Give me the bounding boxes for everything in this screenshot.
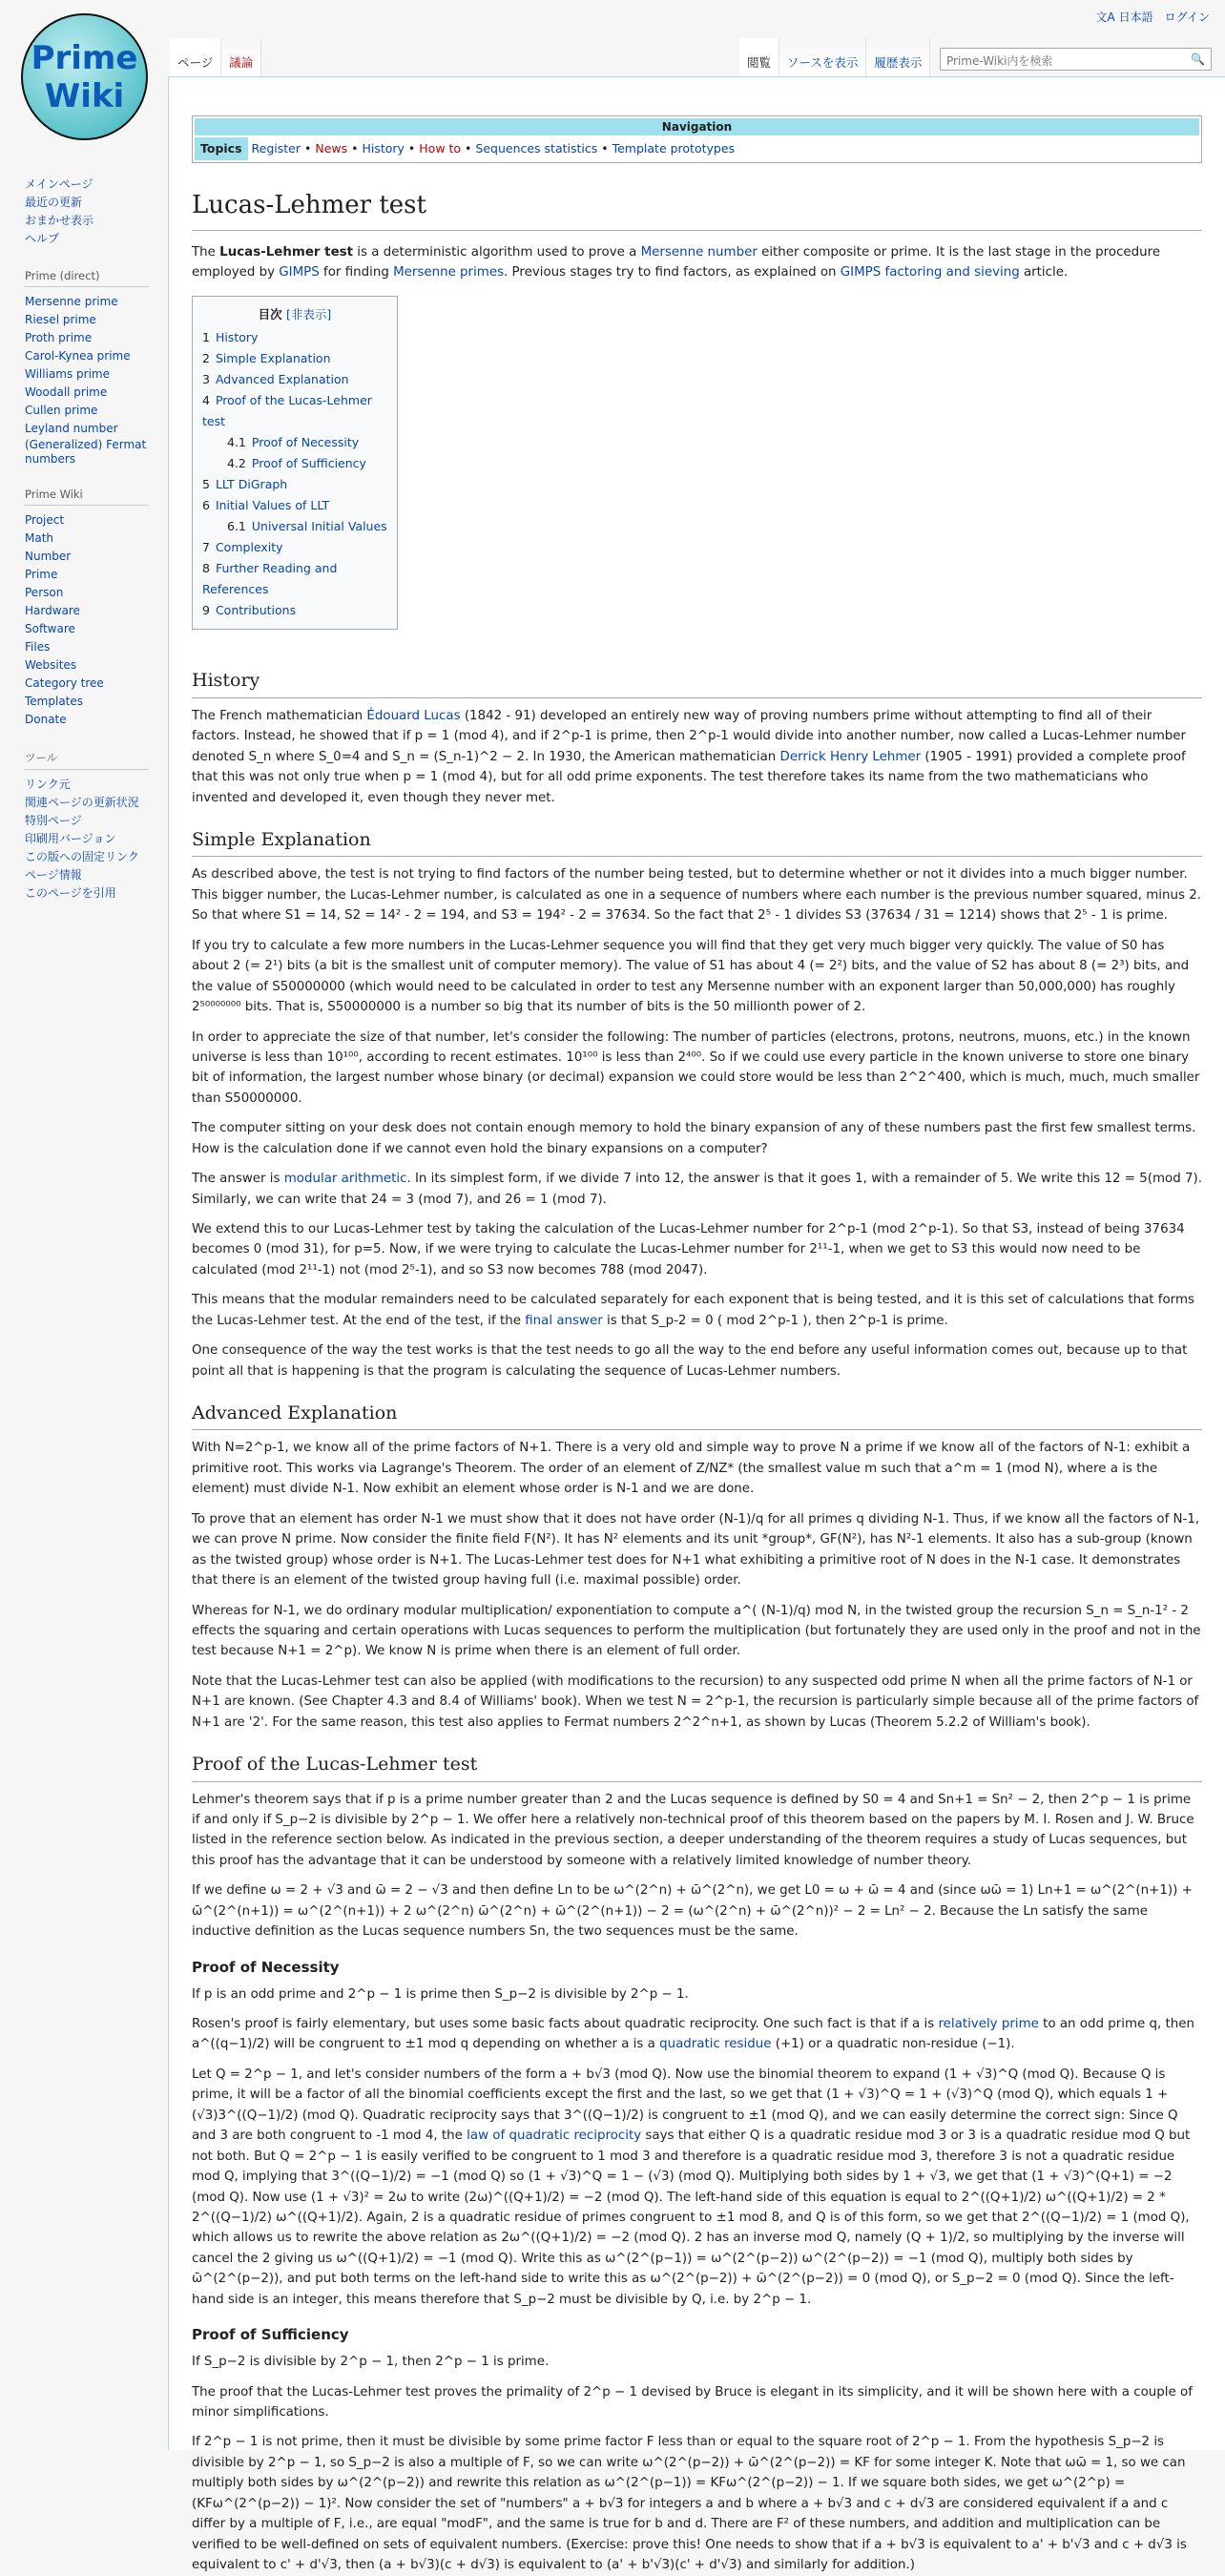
advanced-paragraph-2: To prove that an element has order N-1 we must show that it does not have order (N-1)/q for all primes q dividing N-1. Thus, if we know all the factors of N-1, we can prove N prime. Now consider the finite field F(N²). It has N² elements and its unit *group*, GF(N²), has N²-1 elements. It also has a sub-group (known as the twisted group) whose order is N+1. The Lucas-Lehmer test does for N+1 what exhibiting a primitive root of N does in the N-1 case. It demonstrates that there is an element of the twisted group having full (i.e. maximal possible) order. (192, 1511, 1200, 1589)
proof-paragraph-2: If we define ω = 2 + √3 and ω̄ = 2 − √3 and then define Ln to be ω^(2^n) + ω̄^(2^n), we get L0 = ω + ω̄ = 4 and (since ωω̄ = 1) Ln+1 = ω^(2^(n+1)) + ω̄^(2^(n+1)) = ω^(2^(n+1)) + 2 ω^(2^n) ω̄^(2^n) + ω̄^(2^(n+1)) − 2 = (ω^(2^n) + ω̄^(2^n))² − 2 = Ln² − 2. Because the Ln satisfy the same inductive definition as the Lucas sequence numbers Sn, the two sequences must be the same. (192, 1883, 1193, 1940)
simple-paragraph-5: The answer is modular arithmetic. In its simplest form, if we divide 7 into 12, the answer is that it goes 1, with a remainder of 5. We write this 12 = 5(mod 7). Similarly, we can write that 24 = 3 (mod 7), and 26 = 1 (mod 7). (192, 1172, 1202, 1207)
toc-item-label[interactable]: Initial Values of LLT (215, 498, 330, 513)
toc-item[interactable] (202, 432, 387, 453)
sidebar-item-proth[interactable]: Proth prime (25, 331, 93, 344)
link-quadratic-reciprocity[interactable]: law of quadratic reciprocity (467, 2129, 642, 2144)
simple-paragraph-2: If you try to calculate a few more numbers in the Lucas-Lehmer sequence you will find that they get very much bigger very quickly. The value of S0 has about 2 (= 2¹) bits (a bit is the smallest unit of computer memory). The value of S1 has about 4 (= 2²) bits, and the value of S2 has about 8 (= 2³) bits, and the value of S50000000 (which would need to be calculated in order to test any Mersenne number with an exponent larger than 50,000,000) has roughly 2⁵⁰⁰⁰⁰⁰⁰⁰ bits. That is, S50000000 is a number so big that its number of bits is the 50 millionth power of 2. (192, 938, 1190, 1015)
section-heading-simple: Simple Explanation (192, 825, 1202, 857)
navbox-link-news[interactable]: News (315, 141, 348, 156)
link-relatively-prime[interactable]: relatively prime (938, 2017, 1039, 2032)
toc-item-label[interactable]: Advanced Explanation (215, 372, 349, 387)
navbox (192, 115, 1202, 163)
main-content (168, 76, 1225, 2573)
advanced-paragraph-3: Whereas for N-1, we do ordinary modular multiplication/ exponentiation to compute a^( (N-1)/q) mod N, in the twisted group the recursion S_n = S_n-1² - 2 effects the squaring and certain operations with Lucas sequences to perform the multiplication (but fortunately they are used only in the proof and not in the test because N+1 = 2^p). We know N is prime when there is an element of full order. (192, 1603, 1201, 1659)
toc-item[interactable] (202, 516, 387, 537)
sidebar-item-hardware[interactable]: Hardware (25, 604, 80, 617)
sidebar-item-recent-changes[interactable]: 最近の更新 (25, 196, 83, 209)
navbox-link-template-prototypes[interactable]: Template prototypes (612, 141, 736, 156)
sidebar-item-williams[interactable]: Williams prime (25, 367, 111, 381)
toc-item[interactable] (202, 369, 387, 390)
toc-item[interactable] (202, 348, 387, 369)
sidebar-item-random[interactable]: おまかせ表示 (25, 214, 94, 227)
navbox-link-how-to[interactable]: How to (419, 141, 462, 156)
toc-item-label[interactable]: Proof of Necessity (251, 435, 360, 450)
link-gimps-factoring[interactable]: GIMPS factoring and sieving (840, 265, 1020, 280)
sidebar-item-project[interactable]: Project (25, 513, 65, 527)
toc-item-label[interactable]: Simple Explanation (215, 351, 331, 366)
toc-item-number: 3 (202, 372, 210, 387)
link-final-answer[interactable]: final answer (525, 1313, 603, 1328)
view-tabs (739, 38, 930, 76)
simple-paragraph-3: In order to appreciate the size of that number, let's consider the following: The number of particles (electrons, protons, neutrons, muons, etc.) in the known universe is less than 10¹⁰⁰, according to recent estimates. 10¹⁰⁰ is less than 2⁴⁰⁰. So if we could use every particle in the known universe to store one binary bit of information, the largest number whose binary (or decimal) expansion we could store would be less than 2^2^400, which is much, much, much smaller than S50000000. (192, 1029, 1200, 1106)
sidebar-item-fermat[interactable]: (Generalized) Fermat numbers (25, 438, 147, 466)
toc-item-label[interactable]: Complexity (215, 540, 283, 555)
toc-item-label[interactable]: Proof of Sufficiency (251, 456, 366, 471)
sidebar-heading: ツール (25, 750, 149, 770)
intro-bold: Lucas-Lehmer test (219, 244, 354, 260)
sidebar-main (25, 176, 149, 248)
search-input[interactable] (940, 48, 1212, 71)
sidebar-item-cite[interactable]: このページを引用 (25, 886, 116, 900)
subsection-heading-necessity: Proof of Necessity (192, 1958, 340, 1976)
subsection-heading-sufficiency: Proof of Sufficiency (192, 2326, 349, 2344)
tab-history[interactable]: 履歴表示 (866, 38, 930, 76)
sidebar-item-what-links-here[interactable]: リンク元 (25, 778, 71, 791)
toc-item-number: 4 (202, 393, 210, 408)
personal-tools (1096, 9, 1210, 25)
sufficiency-paragraph-3: If 2^p − 1 is not prime, then it must be divisible by some prime factor F less than or equal to the square root of 2^p − 1. From the hypothesis S_p−2 is divisible by 2^p − 1, so S_p−2 is also a multiple of F, so we can write ω^(2^(p−2)) + ω̄^(2^(p−2)) = KF for some integer K. Note that ωω̄ = 1, so we can multiply both sides by ω^(2^(p−2)) and rewrite this relation as ω^(2^(p−1)) = KFω^(2^(p−2)) − 1. If we square both sides, we get ω^(2^p) = (KFω^(2^(p−2)) − 1)². Now consider the set of "numbers" a + b√3 for integers a and b where a + b√3 and c + d√3 are considered equivalent if a and c differ by a multiple of F, i.e., are equal "modF", and the same is true for b and d. There are F² of these numbers, and addition and multiplication can be verified to be well-defined on sets of equivalent numbers. (Exercise: prove this! One needs to show that if a + b√3 is equivalent to a' + b'√3 and c + d√3 is equivalent to c' + d'√3, then (a + b√3)(c + d√3) is equivalent to (a' + b'√3)(c' + d'√3) and similarly for addition.) (192, 2435, 1187, 2573)
advanced-paragraph-1: With N=2^p-1, we know all of the prime factors of N+1. There is a very old and simple way to prove N a prime if we know all of the factors of N-1: exhibit a primitive root. This works via Lagrange's Theorem. The order of an element of Z/NZ* (the smallest value m such that a^m = 1 (mod N), where a is the element) must divide N-1. Now exhibit an element whose order is N-1 and we are done. (192, 1441, 1191, 1497)
tab-view-source[interactable]: ソースを表示 (779, 38, 866, 76)
toc-item[interactable] (202, 495, 387, 516)
toc-item-number: 2 (202, 351, 210, 366)
toc-item[interactable] (202, 600, 387, 621)
link-mersenne-number[interactable]: Mersenne number (640, 244, 758, 260)
toc-item[interactable] (202, 327, 387, 348)
sidebar-item-donate[interactable]: Donate (25, 713, 67, 726)
toc-item-number: 6 (202, 498, 210, 513)
sidebar-item-prime[interactable]: Prime (25, 568, 58, 581)
simple-paragraph-6: We extend this to our Lucas-Lehmer test by taking the calculation of the Lucas-Lehmer number for 2^p-1 (mod 2^p-1). So that S3, instead of being 37634 becomes 0 (mod 31), for p=5. Now, if we were trying to calculate the Lucas-Lehmer number for 2¹¹-1, when we get to S3 this would now need to be calculated (mod 2¹¹-1) not (mod 2⁵-1), and so S3 now becomes 788 (mod 2047). (192, 1222, 1185, 1278)
login-link[interactable]: ログイン (1164, 10, 1210, 24)
sidebar-item-riesel[interactable]: Riesel prime (25, 313, 96, 326)
sidebar-item-mersenne[interactable]: Mersenne prime (25, 295, 118, 308)
proof-paragraph-1: Lehmer's theorem says that if p is a prime number greater than 2 and the Lucas sequence is defined by S0 = 4 and Sn+1 = Sn² − 2, then 2^p − 1 is prime if and only if S_p−2 is divisible by 2^p − 1. We offer here a relatively non-technical proof of this theorem based on the papers by M. I. Rosen and J. W. Bruce listed in the reference section below. As indicated in the previous section, a deeper understanding of the theorem requires a study of Lucas sequences, but this proof has the advantage that it can be understood by someone with a relatively limited knowledge of number theory. (192, 1792, 1194, 1868)
toc-item[interactable] (202, 558, 387, 600)
sidebar-tools (25, 750, 149, 903)
toc-item-label[interactable]: Further Reading and References (202, 561, 338, 597)
intro-paragraph: The Lucas-Lehmer test is a deterministic algorithm used to prove a Mersenne number either composite or prime. It is the last stage in the procedure employed by GIMPS for finding Mersenne primes. Previous stages try to find factors, as explained on GIMPS factoring and sieving article. (192, 244, 1161, 280)
toc-title: 目次 [非表示] (258, 307, 332, 322)
toc-item-number: 6.1 (227, 519, 246, 534)
language-link[interactable]: 文A 日本語 (1095, 10, 1153, 24)
sidebar-item-permalink[interactable]: この版への固定リンク (25, 850, 139, 863)
toc-item-number: 4.1 (227, 435, 246, 450)
sidebar-item-main-page[interactable]: メインページ (25, 177, 93, 191)
simple-paragraph-4: The computer sitting on your desk does not contain enough memory to hold the binary expansion of any of these numbers past the first few smallest terms. How is the calculation done if we cannot even hold the binary expansions on a computer? (192, 1121, 1196, 1156)
logo-line2: Wiki (44, 76, 125, 115)
sufficiency-paragraph-2: The proof that the Lucas-Lehmer test proves the primality of 2^p − 1 devised by Bruce is elegant in its simplicity, and it will be shown here with a couple of minor simplifications. (192, 2384, 1193, 2420)
simple-paragraph-1: As described above, the test is not trying to find factors of the number being tested, but to determine whether or not it divides into a much bigger number. This bigger number, the Lucas-Lehmer number, is calculated as one in a sequence of numbers where each number is the previous number squared, minus 2. So that where S1 = 14, S2 = 14² - 2 = 194, and S3 = 194² - 2 = 37634. So the fact that 2⁵ - 1 divides S3 (37634 / 31 = 1214) shows that 2⁵ - 1 is prime. (192, 867, 1201, 924)
search-icon[interactable]: 🔍 (1191, 52, 1205, 66)
necessity-paragraph-2: Rosen's proof is fairly elementary, but uses some basic facts about quadratic reciprocity. One such fact is that if a is relatively prime to an odd prime q, then a^((q−1)/2) will be congruent to ±1 mod q depending on whether a is a quadratic residue (+1) or a quadratic non-residue (−1). (192, 2017, 1194, 2052)
sidebar-item-websites[interactable]: Websites (25, 658, 77, 672)
navbox-row: Topics Register • News • History • How to • Sequences statistics • Template prototypes (195, 137, 1199, 160)
navbox-link-register[interactable]: Register (251, 141, 301, 156)
sidebar-heading: Prime Wiki (25, 488, 149, 506)
sidebar-item-software[interactable]: Software (25, 622, 75, 635)
sidebar-item-help[interactable]: ヘルプ (25, 232, 60, 245)
link-quadratic-residue[interactable]: quadratic residue (659, 2037, 772, 2052)
toc-item-number: 9 (202, 603, 210, 618)
link-mersenne-primes[interactable]: Mersenne primes (393, 265, 505, 280)
tab-page[interactable]: ページ (170, 38, 221, 76)
page-title: Lucas-Lehmer test (192, 186, 1202, 231)
toc-item-label[interactable]: History (215, 330, 259, 345)
toc-item[interactable] (202, 474, 387, 495)
section-heading-proof: Proof of the Lucas-Lehmer test (192, 1750, 1202, 1781)
sidebar-item-printable[interactable]: 印刷用バージョン (25, 832, 116, 845)
necessity-paragraph-1: If p is an odd prime and 2^p − 1 is prime then S_p−2 is divisible by 2^p − 1. (192, 1986, 689, 2002)
sidebar-item-cullen[interactable]: Cullen prime (25, 404, 98, 417)
sidebar-heading: Prime (direct) (25, 269, 149, 287)
navbox-title: Navigation (195, 118, 1199, 135)
sidebar-prime-direct (25, 269, 149, 467)
sidebar-item-templates[interactable]: Templates (25, 695, 84, 708)
navbox-link-history[interactable]: History (362, 141, 405, 156)
simple-paragraph-7: This means that the modular remainders need to be calculated separately for each exponent that is being tested, and it is this set of calculations that forms the Lucas-Lehmer test. At the end of the test, if the final answer is that S_p-2 = 0 ( mod 2^p-1 ), then 2^p-1 is prime. (192, 1293, 1194, 1328)
sufficiency-paragraph-1: If S_p−2 is divisible by 2^p − 1, then 2^p − 1 is prime. (192, 2355, 550, 2370)
navbox-label: Topics (195, 137, 248, 160)
toc-item-number: 7 (202, 540, 210, 555)
sidebar-item-files[interactable]: Files (25, 640, 51, 654)
sidebar-item-special-pages[interactable]: 特別ページ (25, 814, 82, 827)
table-of-contents (192, 296, 398, 630)
sidebar-item-carol-kynea[interactable]: Carol-Kynea prime (25, 349, 131, 363)
toc-list (202, 327, 387, 621)
toc-item[interactable] (202, 537, 387, 558)
toc-item-number: 5 (202, 477, 210, 492)
sidebar (25, 176, 149, 924)
necessity-paragraph-3: Let Q = 2^p − 1, and let's consider numbers of the form a + b√3 (mod Q). Now use the binomial theorem to expand (1 + √3)^Q (mod Q). Because Q is prime, it will be a factor of all the binomial coefficients except the first and the last, so we get that (1 + √3)^Q = 1 + (√3)^Q (mod Q), which equals 1 + (√3)3^((Q−1)/2) (mod Q). Quadratic reciprocity says that 3^((Q−1)/2) is congruent to ±1 (mod Q), and we can easily determine the correct sign: Since Q and 3 are both congruent to -1 mod 4, the law of quadratic reciprocity says that either Q is a quadratic residue mod 3 or 3 is a quadratic residue mod Q but not both. But Q = 2^p − 1 is easily verified to be congruent to 1 mod 3 and therefore is a quadratic residue mod 3, therefore 3 is not a quadratic residue mod Q, implying that 3^((Q−1)/2) = −1 (mod Q) so (1 + √3)^Q = 1 − (√3) (mod Q). Multiplying both sides by 1 + √3, we get that (1 + √3)^(Q+1) = −2 (mod Q). Now use (1 + √3)² = 2ω to write (2ω)^((Q+1)/2) = −2 (mod Q). The left-hand side of this equation is equal to 2^((Q+1)/2) ω^((Q+1)/2) = 2 * 2^((Q−1)/2) ω^((Q+1)/2). Again, 2 is a quadratic residue of primes congruent to ±1 mod 8, and Q is of this form, so we get that 2^((Q−1)/2) = 1 (mod Q), which allows us to rewrite the above relation as 2ω^((Q+1)/2) = −2 (mod Q). 2 has an inverse mod Q, namely (Q + 1)/2, so multiplying by the inverse will cancel the 2 giving us ω^((Q+1)/2) = −1 (mod Q). Write this as ω^(2^(p−1)) = ω^(2^(p−2)) ω^(2^(p−2)) = −1 (mod Q), multiply both sides by ω̄^(2^(p−2)), and put both terms on the left-hand side to write this as ω^(2^(p−2)) + ω̄^(2^(p−2)) = 0 (mod Q), or S_p−2 = 0 (mod Q). Since the left-hand side is an integer, this means therefore that S_p−2 must be divisible by Q, i.e. by 2^p − 1. (192, 2067, 1191, 2307)
tab-talk[interactable]: 議論 (221, 38, 261, 76)
toc-item-number: 8 (202, 561, 210, 576)
section-heading-history: History (192, 666, 1202, 697)
advanced-paragraph-4: Note that the Lucas-Lehmer test can also be applied (with modifications to the recursion) to any suspected odd prime N when all the prime factors of N-1 or N+1 are known. (See Chapter 4.3 and 8.4 of Williams' book). When we test N = 2^p-1, the recursion is particularly simple because all of the prime factors of N+1 are '2'. For the same reason, this test also applies to Fermat numbers 2^2^n+1, as shown by Lucas (Theorem 5.2.2 of William's book). (192, 1673, 1199, 1730)
sidebar-prime-wiki (25, 488, 149, 729)
simple-paragraph-8: One consequence of the way the test works is that the test needs to go all the way to the end before any useful information comes out, because up to that point all that is happening is that the program is calculating the sequence of Lucas-Lehmer numbers. (192, 1343, 1188, 1379)
link-modular-arithmetic[interactable]: modular arithmetic (283, 1172, 407, 1187)
sidebar-item-category-tree[interactable]: Category tree (25, 676, 104, 690)
link-gimps[interactable]: GIMPS (279, 265, 320, 280)
toc-item-number: 1 (202, 330, 210, 345)
link-edouard-lucas[interactable]: Édouard Lucas (366, 708, 461, 723)
toc-toggle[interactable]: [非表示] (286, 307, 332, 322)
toc-item[interactable] (202, 453, 387, 474)
search-placeholder: Prime-Wiki内を検索 (946, 54, 1053, 68)
namespace-tabs (170, 38, 261, 76)
history-paragraph: The French mathematician Édouard Lucas (1842 - 91) developed an entirely new way of proving numbers prime without attempting to find all of their factors. Instead, he showed that if p = 1 (mod 4), and if 2^p-1 is prime, then 2^p-1 would divide into another number, now called a Lucas-Lehmer number denoted S_n where S_0=4 and S_n = (S_n-1)^2 − 2. In 1930, the American mathematician Derrick Henry Lehmer (1905 - 1991) provided a complete proof that this was not only true when p = 1 (mod 4), but for all odd prime exponents. The test therefore takes its name from the two mathematicians who invented and developed it, even though they never met. (192, 708, 1187, 805)
sidebar-item-leyland[interactable]: Leyland number (25, 422, 118, 435)
toc-item-label[interactable]: Proof of the Lucas-Lehmer test (202, 393, 372, 429)
section-heading-advanced: Advanced Explanation (192, 1399, 1202, 1430)
toc-item-label[interactable]: LLT DiGraph (215, 477, 288, 492)
sidebar-item-page-info[interactable]: ページ情報 (25, 868, 82, 882)
sidebar-item-math[interactable]: Math (25, 531, 54, 545)
sidebar-item-woodall[interactable]: Woodall prime (25, 385, 108, 399)
logo-line1: Prime (31, 38, 138, 77)
link-derrick-lehmer[interactable]: Derrick Henry Lehmer (779, 749, 922, 764)
navbox-link-sequences-statistics[interactable]: Sequences statistics (475, 141, 598, 156)
tab-read[interactable]: 閲覧 (739, 38, 779, 76)
sidebar-item-number[interactable]: Number (25, 550, 72, 563)
toc-item-label[interactable]: Universal Initial Values (251, 519, 387, 534)
site-logo[interactable] (21, 13, 148, 140)
toc-item[interactable] (202, 390, 387, 432)
sidebar-item-related-changes[interactable]: 関連ページの更新状況 (25, 796, 139, 809)
toc-item-number: 4.2 (227, 456, 246, 471)
toc-item-label[interactable]: Contributions (215, 603, 297, 618)
sidebar-item-person[interactable]: Person (25, 586, 64, 599)
